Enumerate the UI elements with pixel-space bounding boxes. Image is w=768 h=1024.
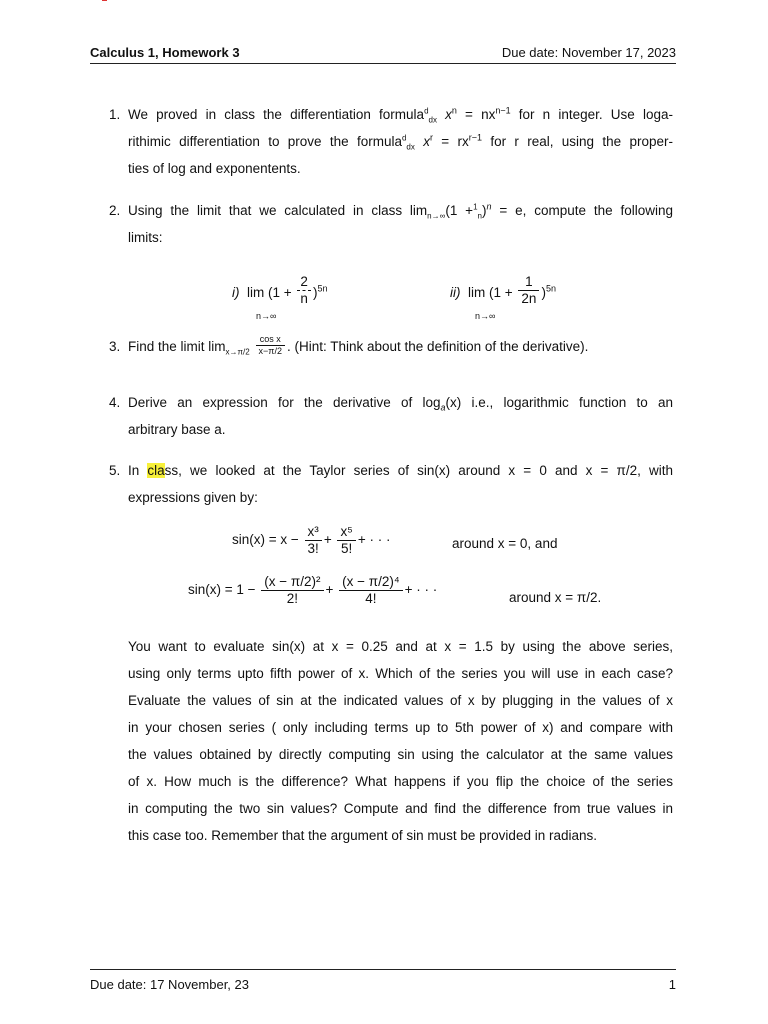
- footer-rule: [90, 969, 676, 970]
- limit-i-numerator: 2: [300, 274, 308, 289]
- limit-ii-denominator: 2n: [518, 290, 539, 307]
- problem-5: [128, 457, 673, 511]
- problem-5-body-line: this case too. Remember that the argument of sin must be provided in radians.: [128, 828, 597, 843]
- limit-i: i) lim (1 + $\frac{2}{n}$ )$^{5n}$: [232, 274, 328, 306]
- problem-2: [128, 197, 673, 251]
- problem-5-line-2: expressions given by:: [128, 490, 258, 505]
- problem-5-body-line: of x. How much is the difference? What happens if you flip the choice of the series: [128, 774, 673, 789]
- problem-5-body: [128, 633, 673, 849]
- limit-ii-numerator: 1: [525, 274, 533, 289]
- problem-4-number: 4.: [109, 395, 121, 410]
- problem-5-number: 5.: [109, 463, 121, 478]
- top-mark: [102, 0, 107, 2]
- limit-ii: ii) lim (1 + $\frac{1}{2n}$ )$^{5n}$: [450, 274, 556, 306]
- problem-4-line-2: arbitrary base a.: [128, 422, 226, 437]
- taylor-note-half-pi: around x = π/2.: [509, 590, 602, 605]
- problem-2-number: 2.: [109, 203, 121, 218]
- problem-5-body-line: the values obtained by directly computing sin using the calculator at the same values: [128, 747, 673, 762]
- limit-i-subscript: n→∞: [256, 311, 277, 321]
- footer-due-date: Due date: 17 November, 23: [90, 977, 249, 992]
- problem-2-line-1: Using the limit that we calculated in class $\lim_{n\to\infty}(1 +^1_n)^n = e$, compute the following: [128, 201, 673, 221]
- problem-2-line-2: limits:: [128, 230, 163, 245]
- highlighted-text: cla: [147, 463, 165, 478]
- problem-5-body-line: in your chosen series ( only including terms up to 5th power of x) and compare with: [128, 720, 673, 735]
- taylor-series-at-half-pi: sin(x) = 1 − $\frac{\text{(x − π/2)²}}{2!}$ + $\frac{\text{(x − π/2)⁴}}{4!}$ + · · ·: [188, 574, 438, 606]
- problem-5-body-line: using only terms upto fifth power of x. Which of the series you will use in each case?: [128, 666, 673, 681]
- problem-4-line-1: Derive an expression for the derivative of $\log_a(x)$ i.e., logarithmic function to an: [128, 395, 673, 413]
- problem-5-line-1: In class, we looked at the Taylor series of sin(x) around x = 0 and x = π/2, with: [128, 463, 674, 478]
- limit-ii-subscript: n→∞: [475, 311, 496, 321]
- problem-1: [128, 101, 673, 182]
- problem-1-line-1: We proved in class the differentiation formula$^d_{dx}$ $x^n = nx^{n-1}$ for n integer. Use loga-: [128, 105, 673, 125]
- limit-i-denominator: n: [297, 290, 311, 307]
- header-rule: [90, 63, 676, 64]
- header-title: Calculus 1, Homework 3: [90, 45, 240, 60]
- problem-5-body-line: Evaluate the values of sin at the indicated values of x by plugging in the values of x: [128, 693, 673, 708]
- problem-4: [128, 389, 673, 443]
- problem-3-line-1: Find the limit $\lim_{x\to\pi/2}$ $\frac{\text{cos x}}{x-\pi/2}$ . (Hint: Think about the definition of the derivative).: [128, 333, 589, 357]
- problem-1-number: 1.: [109, 107, 121, 122]
- problem-5-body-line: in computing the two sin values? Compute and find the difference from true values in: [128, 801, 673, 816]
- header-due-date: Due date: November 17, 2023: [501, 45, 676, 60]
- page-number: 1: [668, 977, 676, 992]
- taylor-series-at-zero: sin(x) = x − $\frac{\text{x³}}{3!}$ + $\frac{\text{x⁵}}{5!}$ + · · ·: [232, 524, 391, 556]
- problem-1-line-2: rithimic differentiation to prove the formula$^d_{dx}$ $x^r = rx^{r-1}$ for r real, using the proper-: [128, 132, 673, 152]
- problem-3-number: 3.: [109, 339, 121, 354]
- problem-3: [128, 333, 673, 360]
- taylor-note-zero: around x = 0, and: [452, 536, 558, 551]
- problem-1-line-3: ties of log and exponentents.: [128, 161, 301, 176]
- problem-5-body-line: You want to evaluate sin(x) at x = 0.25 and at x = 1.5 by using the above series,: [128, 639, 673, 654]
